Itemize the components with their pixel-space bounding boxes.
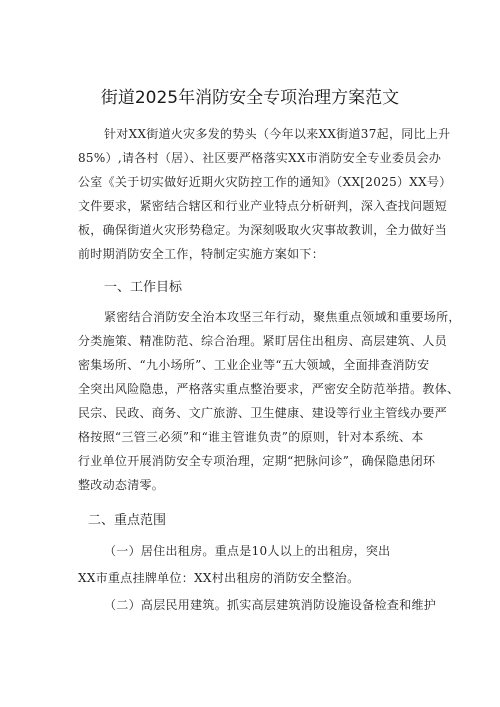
goals-line-6: 格按照“三管三必须”和“谁主管谁负责”的原则，针对本系统、本 <box>78 430 424 444</box>
intro-line-2: 85%）,请各村（居）、社区要严格落实XX市消防安全专业委员会办 <box>78 151 442 165</box>
goals-line-4: 全突出风险隐患，严格落实重点整治要求，严密安全防范举措。教体、 <box>78 382 460 396</box>
goals-line-1: 紧密结合消防安全治本攻坚三年行动，聚焦重点领域和重要场所， <box>104 310 461 324</box>
goals-line-3: 密集场所、“九小场所”、工业企业等“五大领域，全面排查消防安 <box>78 358 430 372</box>
goals-line-5: 民宗、民政、商务、文广旅游、卫生健康、建设等行业主管线办要严 <box>78 406 448 420</box>
document-title: 街道2025年消防安全专项治理方案范文 <box>100 88 400 108</box>
goals-line-8: 整改动态清零。 <box>78 478 165 492</box>
scope-line-1: （一）居住出租房。重点是10人以上的出租房，突出 <box>104 544 391 558</box>
scope-line-3: （二）高层民用建筑。抓实高层建筑消防设施设备检查和维护 <box>104 598 437 612</box>
intro-line-1: 针对XX街道火灾多发的势头（今年以来XX街道37起，同比上升 <box>104 127 451 141</box>
scope-line-2: XX市重点挂牌单位：XX村出租房的消防安全整治。 <box>78 571 360 585</box>
goals-line-7: 行业单位开展消防安全专项治理，定期“把脉问诊”，确保隐患闭环 <box>78 454 436 468</box>
section-heading-scope: 二、重点范围 <box>88 513 167 528</box>
intro-line-3: 公室《关于切实做好近期火灾防控工作的通知》（XX[2025）XX号） <box>78 175 452 189</box>
section-heading-goals: 一、工作目标 <box>104 280 183 295</box>
goals-line-2: 分类施策、精准防范、综合治理。紧盯居住出租房、高层建筑、人员 <box>78 334 448 348</box>
intro-line-5: 板，确保街道火灾形势稳定。为深刻吸取火灾事故教训，全力做好当 <box>78 223 448 237</box>
intro-line-4: 文件要求，紧密结合辖区和行业产业特点分析研判，深入查找问题短 <box>78 199 448 213</box>
intro-line-6: 前时期消防安全工作，特制定实施方案如下： <box>78 247 325 261</box>
